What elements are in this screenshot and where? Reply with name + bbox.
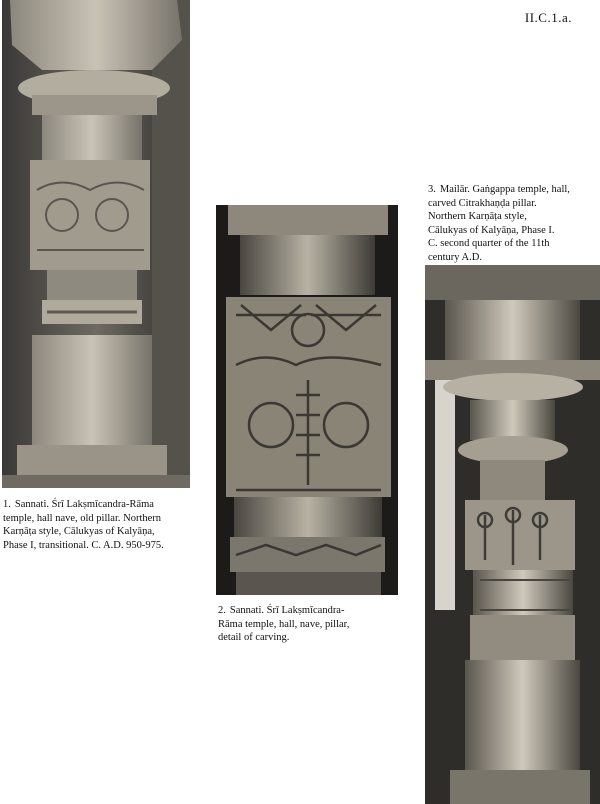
photo-pillar-3	[425, 265, 600, 804]
photo-pillar-2-detail	[216, 205, 398, 595]
caption-3-line-2: carved Citrakhaṇḍa pillar.	[428, 197, 537, 209]
caption-figure-2	[218, 604, 408, 645]
caption-3-number: 3.	[428, 184, 436, 195]
caption-2-line-2: Rāma temple, hall, nave, pillar,	[218, 618, 350, 630]
caption-3-line-6: century A.D.	[428, 251, 482, 263]
caption-3-line-4: Cālukyas of Kalyāṇa, Phase I.	[428, 224, 555, 236]
caption-1-number: 1.	[3, 499, 11, 510]
caption-figure-1	[3, 498, 198, 552]
caption-1-line-2: temple, hall nave, old pillar. Northern	[3, 512, 162, 524]
pillar-1-illustration	[2, 0, 190, 488]
caption-1-line-4: Phase I, transitional. C. A.D. 950-975.	[3, 539, 164, 551]
caption-3-line-1: 3. Mailār. Gaṅgappa temple, hall,	[428, 184, 570, 195]
pillar-3-illustration	[425, 265, 600, 804]
caption-3-line-5: C. second quarter of the 11th	[428, 238, 550, 249]
caption-2-number: 2.	[218, 605, 226, 616]
caption-1-line-3: Karṇāṭa style, Cālukyas of Kalyāṇa,	[3, 526, 155, 537]
caption-2-line-3: detail of carving.	[218, 632, 290, 643]
caption-2-line-1: 2. Sannati. Śrī Lakṣmīcandra-	[218, 605, 345, 616]
pillar-2-illustration	[216, 205, 398, 595]
photo-pillar-1	[2, 0, 190, 488]
caption-3-line-3: Northern Karṇāṭa style,	[428, 211, 527, 222]
page-reference: II.C.1.a.	[524, 10, 572, 25]
caption-1-line-1: 1. Sannati. Śrī Lakṣmīcandra-Rāma	[3, 499, 154, 510]
caption-figure-3	[428, 183, 598, 264]
